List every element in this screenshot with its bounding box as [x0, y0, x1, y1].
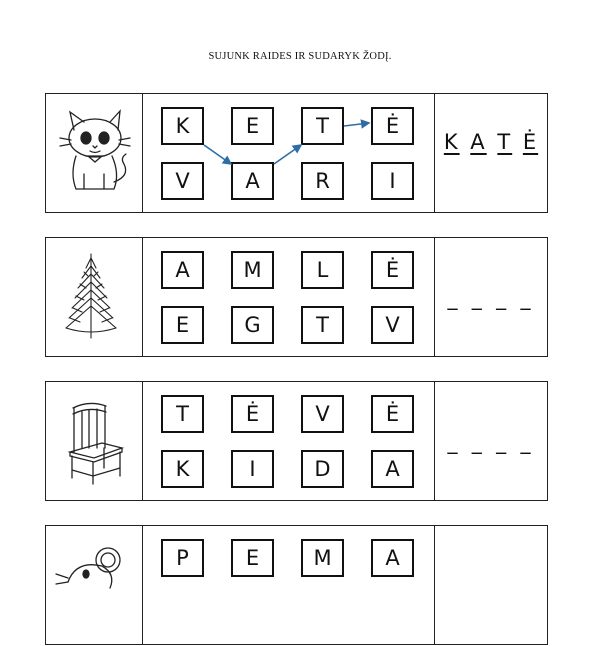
letter-cell[interactable]: A — [371, 450, 414, 488]
picture-cell — [46, 94, 143, 212]
answer-cell — [435, 382, 547, 500]
answer-letter: K — [443, 130, 460, 154]
exercise-row-3 — [45, 381, 548, 501]
letter-cell[interactable]: K — [161, 450, 204, 488]
letter-grid — [143, 238, 435, 356]
letter-cell[interactable]: V — [301, 395, 344, 433]
answer-letter: A — [470, 130, 487, 154]
letter-cell[interactable]: E — [231, 107, 274, 145]
fir-tree-icon — [46, 238, 143, 358]
letter-cell[interactable]: L — [301, 251, 344, 289]
mouse-icon — [46, 526, 143, 646]
letter-cell[interactable]: Ė — [371, 251, 414, 289]
worksheet-title: SUJUNK RAIDES IR SUDARYK ŽODĮ. — [208, 51, 392, 62]
answer-cell — [435, 526, 547, 644]
letter-cell[interactable]: Ė — [371, 107, 414, 145]
exercise-row-4 — [45, 525, 548, 645]
letter-cell[interactable]: V — [371, 306, 414, 344]
letter-cell[interactable]: K — [161, 107, 204, 145]
letter-grid — [143, 94, 435, 212]
letter-cell[interactable]: A — [231, 162, 274, 200]
answer-word — [435, 130, 547, 154]
answer-cell — [435, 94, 547, 212]
picture-cell — [46, 382, 143, 500]
answer-letter: Ė — [522, 130, 539, 154]
picture-cell — [46, 526, 143, 644]
letter-cell[interactable]: I — [231, 450, 274, 488]
letter-cell[interactable]: I — [371, 162, 414, 200]
letter-cell[interactable]: T — [301, 107, 344, 145]
letter-cell[interactable]: D — [301, 450, 344, 488]
letter-cell[interactable]: T — [161, 395, 204, 433]
answer-cell — [435, 238, 547, 356]
letter-cell[interactable]: R — [301, 162, 344, 200]
picture-cell — [46, 238, 143, 356]
letter-cell[interactable]: T — [301, 306, 344, 344]
letter-cell[interactable]: A — [371, 539, 414, 577]
letter-cell[interactable]: A — [161, 251, 204, 289]
exercise-row-1 — [45, 93, 548, 213]
letter-grid — [143, 382, 435, 500]
letter-cell[interactable]: M — [301, 539, 344, 577]
letter-cell[interactable]: M — [231, 251, 274, 289]
answer-blank[interactable]: _ _ _ _ — [447, 286, 535, 310]
cat-icon — [46, 94, 143, 214]
letter-cell[interactable]: Ė — [231, 395, 274, 433]
letter-cell[interactable]: E — [161, 306, 204, 344]
letter-cell[interactable]: E — [231, 539, 274, 577]
letter-cell[interactable]: Ė — [371, 395, 414, 433]
letter-cell[interactable]: P — [161, 539, 204, 577]
letter-grid — [143, 526, 435, 644]
answer-letter: T — [497, 130, 513, 154]
letter-cell[interactable]: V — [161, 162, 204, 200]
chair-icon — [46, 382, 143, 502]
answer-blank[interactable]: _ _ _ _ — [447, 430, 535, 454]
letter-cell[interactable]: G — [231, 306, 274, 344]
exercise-row-2 — [45, 237, 548, 357]
